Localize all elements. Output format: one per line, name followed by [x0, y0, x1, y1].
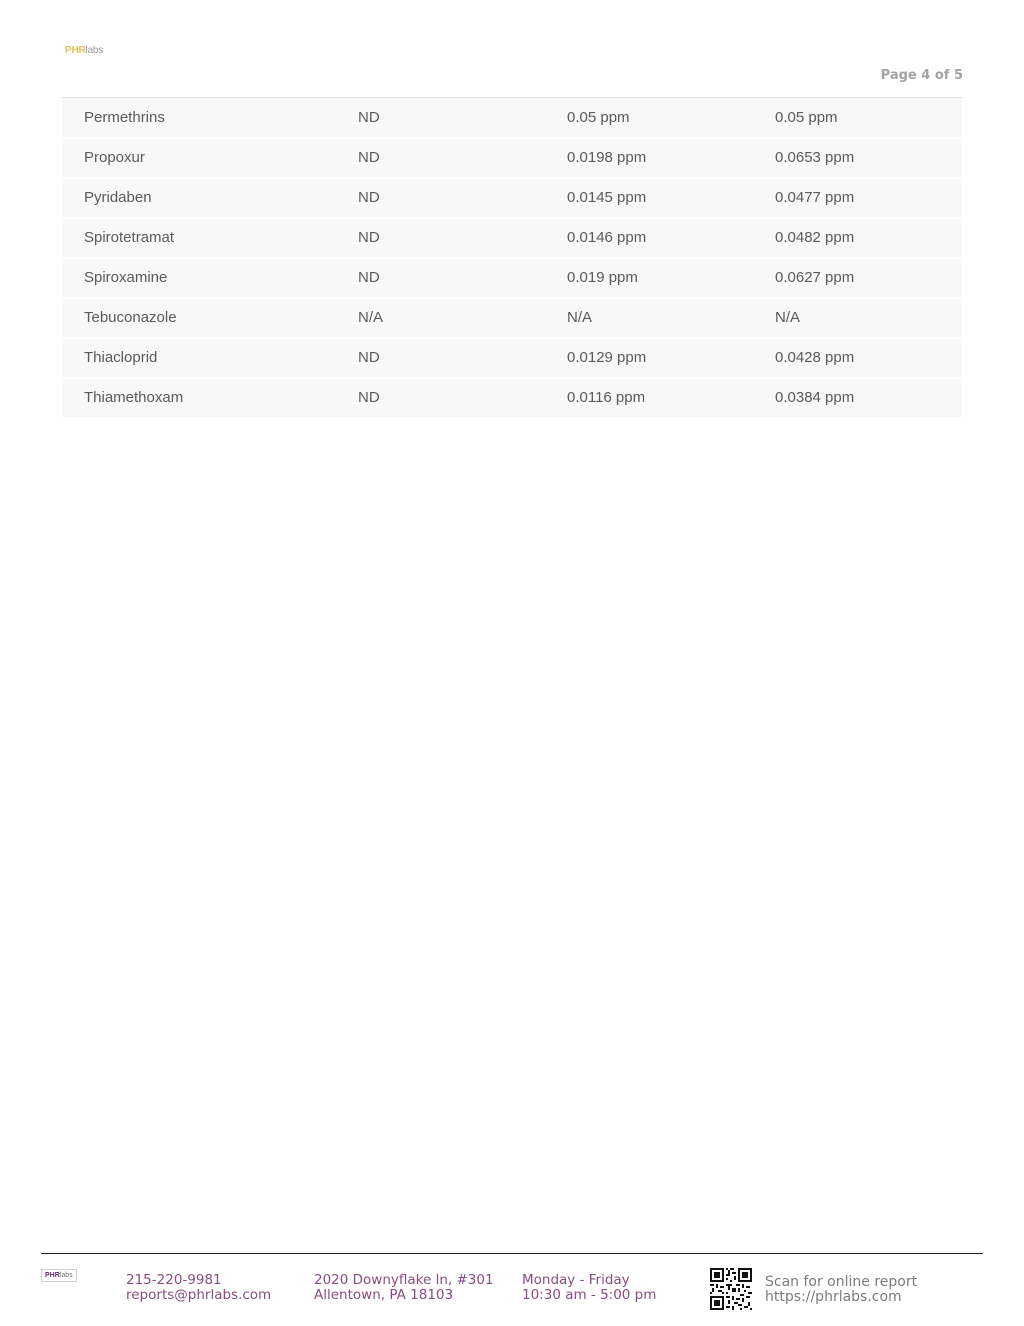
footer-scan-info — [765, 1275, 917, 1305]
lab-logo — [65, 45, 103, 56]
result-value: ND — [358, 349, 380, 366]
loq-value: 0.0384 ppm — [775, 389, 855, 406]
loq-value: 0.05 ppm — [775, 108, 838, 126]
logo-labs-text: labs — [85, 45, 104, 56]
table-row — [62, 338, 962, 378]
footer-website-link[interactable]: https://phrlabs.com — [765, 1289, 902, 1305]
footer-scan-label: Scan for online report — [765, 1274, 918, 1290]
analyte-name: Thiacloprid — [84, 349, 158, 366]
page-number: Page 4 of 5 — [880, 68, 963, 83]
footer-divider — [41, 1253, 983, 1254]
footer-hours — [522, 1273, 656, 1303]
table-row — [62, 138, 962, 178]
loq-value: 0.0477 ppm — [775, 189, 855, 206]
footer-hours-days: Monday - Friday — [522, 1272, 630, 1288]
analyte-name: Spiroxamine — [84, 269, 168, 286]
footer-logo — [41, 1269, 77, 1282]
analyte-name: Spirotetramat — [84, 229, 175, 246]
table-row — [62, 258, 962, 298]
footer-logo-phr-text: PHR — [45, 1272, 60, 1279]
lod-value: 0.0116 ppm — [567, 389, 646, 406]
pesticide-results-table — [62, 97, 962, 419]
footer-address-line2: Allentown, PA 18103 — [314, 1287, 454, 1303]
loq-value: 0.0627 ppm — [775, 269, 855, 286]
logo-phr-text: PHR — [65, 45, 86, 56]
loq-value: N/A — [775, 309, 801, 326]
loq-value: 0.0653 ppm — [775, 149, 855, 166]
lod-value: 0.019 ppm — [567, 269, 638, 286]
lod-value: 0.0145 ppm — [567, 189, 647, 206]
analyte-name: Tebuconazole — [84, 309, 177, 326]
footer-logo-labs-text: labs — [59, 1272, 73, 1279]
footer-email: reports@phrlabs.com — [126, 1287, 272, 1303]
lod-value: 0.0129 ppm — [567, 349, 647, 366]
table-row — [62, 98, 962, 138]
table-row — [62, 298, 962, 338]
table-row — [62, 378, 962, 418]
table-row — [62, 178, 962, 218]
footer-address — [314, 1273, 494, 1303]
result-value: ND — [358, 389, 380, 406]
analyte-name: Propoxur — [84, 149, 145, 166]
lod-value: 0.0198 ppm — [567, 149, 647, 166]
result-value: N/A — [358, 309, 384, 326]
table-row — [62, 218, 962, 258]
result-value: ND — [358, 269, 380, 286]
result-value: ND — [358, 149, 380, 166]
analyte-name: Pyridaben — [84, 189, 152, 206]
lod-value: 0.0146 ppm — [567, 229, 647, 246]
loq-value: 0.0428 ppm — [775, 349, 855, 366]
result-value: ND — [358, 229, 380, 246]
lod-value: 0.05 ppm — [567, 108, 630, 126]
lod-value: N/A — [567, 309, 593, 326]
footer-contact — [126, 1273, 271, 1303]
result-value: ND — [358, 108, 380, 126]
qr-code-icon[interactable] — [710, 1268, 752, 1310]
footer-address-line1: 2020 Downyflake ln, #301 — [314, 1272, 494, 1288]
analyte-name: Thiamethoxam — [84, 389, 184, 406]
analyte-name: Permethrins — [84, 108, 165, 126]
footer-phone: 215-220-9981 — [126, 1272, 222, 1288]
result-value: ND — [358, 189, 380, 206]
footer-hours-time: 10:30 am - 5:00 pm — [522, 1287, 657, 1303]
loq-value: 0.0482 ppm — [775, 229, 855, 246]
